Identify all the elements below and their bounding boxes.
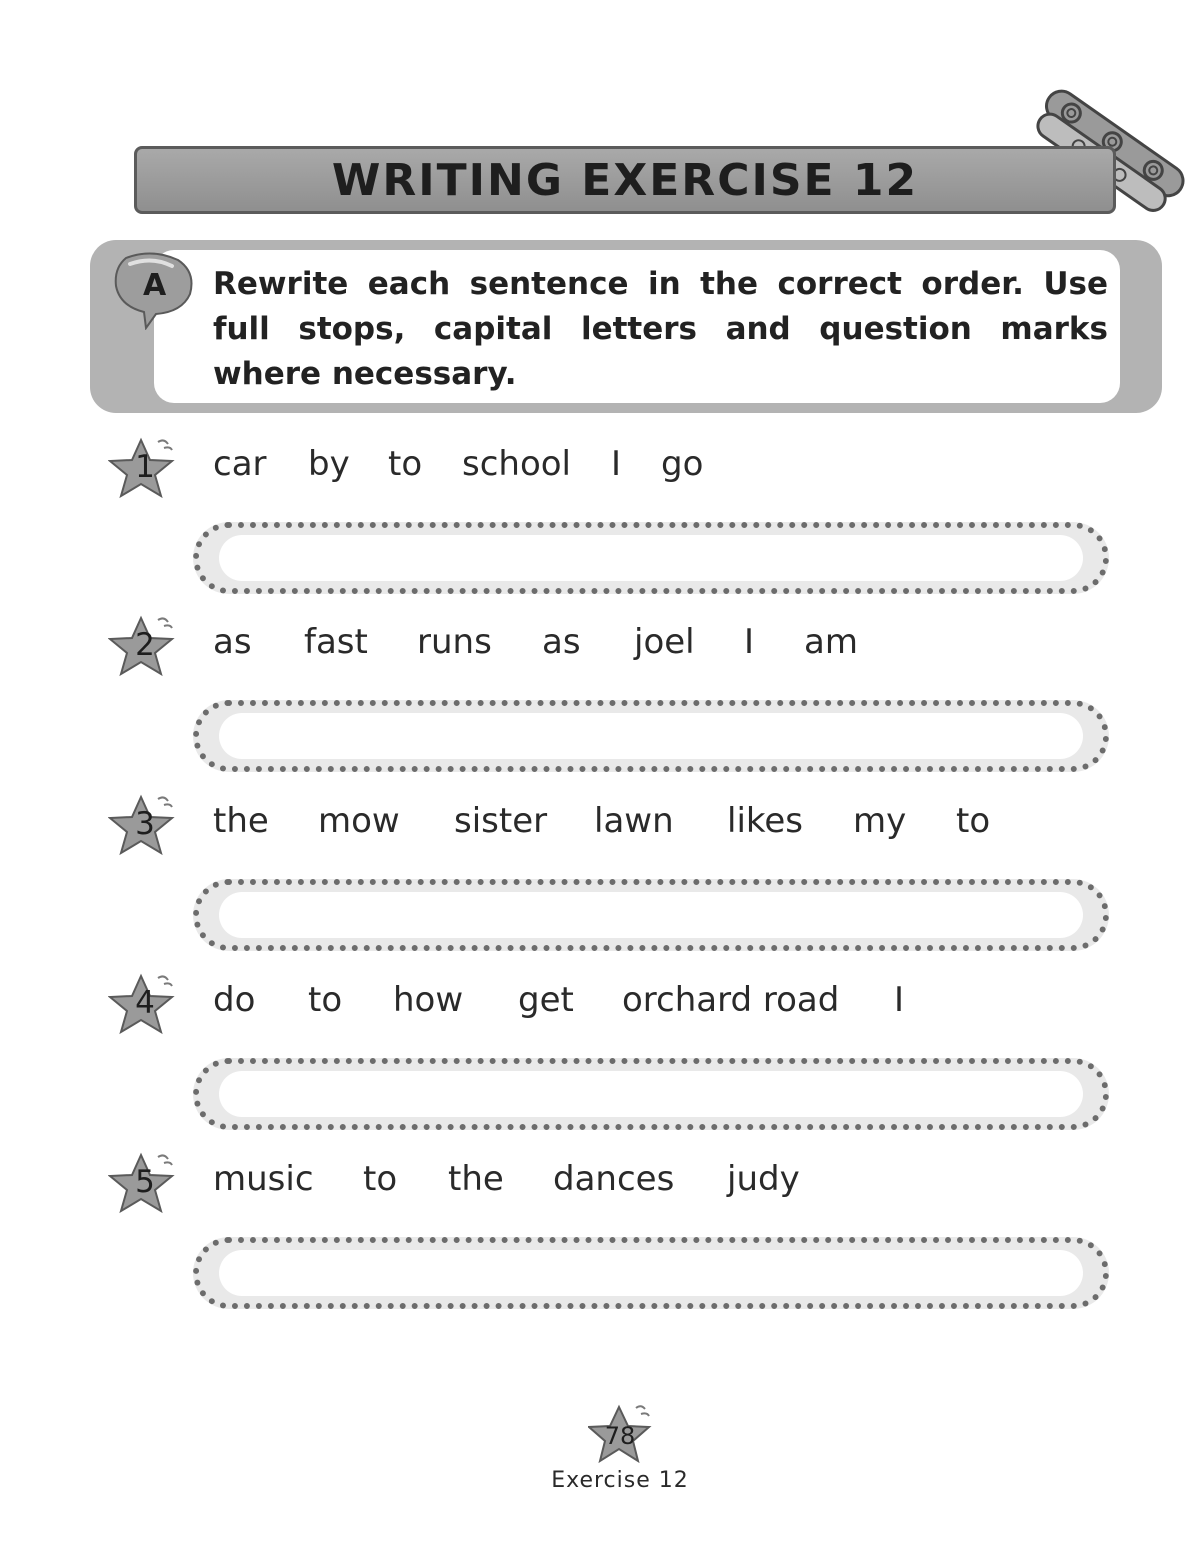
page-number: 78 [604,1422,636,1450]
word: the [213,801,269,841]
word: to [956,801,991,841]
word: how [393,980,464,1020]
word: dances [553,1159,675,1199]
page-title: WRITING EXERCISE 12 [331,154,919,206]
question-item [0,972,1200,1142]
question-item [0,793,1200,963]
word: by [308,444,350,484]
word: my [853,801,907,841]
question-number: 1 [135,449,155,485]
word: orchard road [622,980,840,1020]
answer-writing-area[interactable] [219,535,1083,581]
answer-writing-area[interactable] [219,1250,1083,1296]
question-number: 3 [135,806,155,842]
question-item [0,614,1200,784]
word: to [388,444,423,484]
word: to [363,1159,398,1199]
word: go [661,444,704,484]
word: school [462,444,572,484]
question-number: 2 [135,627,155,663]
word: car [213,444,267,484]
title-banner [134,146,1116,214]
word: get [518,980,574,1020]
answer-field[interactable] [193,1237,1109,1309]
instruction-text: Rewrite each sentence in the correct order. Use full stops, capital letters and question marks where necessary. [213,266,1108,392]
answer-field[interactable] [193,879,1109,951]
word: I [744,622,755,662]
section-letter: A [143,268,167,303]
word: music [213,1159,314,1199]
word: joel [634,622,695,662]
question-item [0,1151,1200,1321]
answer-field[interactable] [193,522,1109,594]
word: mow [318,801,400,841]
answer-field[interactable] [193,700,1109,772]
word: as [213,622,252,662]
word: I [894,980,905,1020]
word: am [804,622,858,662]
footer-exercise-label: Exercise 12 [551,1468,689,1493]
word: runs [417,622,492,662]
question-number: 5 [135,1164,155,1200]
word: the [448,1159,504,1199]
word: do [213,980,256,1020]
word: I [611,444,622,484]
word: as [542,622,581,662]
word: fast [304,622,368,662]
answer-writing-area[interactable] [219,713,1083,759]
word: sister [454,801,548,841]
word: lawn [594,801,674,841]
word: likes [727,801,804,841]
word: to [308,980,343,1020]
question-number: 4 [135,985,155,1021]
word: judy [727,1159,800,1199]
answer-writing-area[interactable] [219,1071,1083,1117]
answer-writing-area[interactable] [219,892,1083,938]
question-item [0,436,1200,606]
answer-field[interactable] [193,1058,1109,1130]
